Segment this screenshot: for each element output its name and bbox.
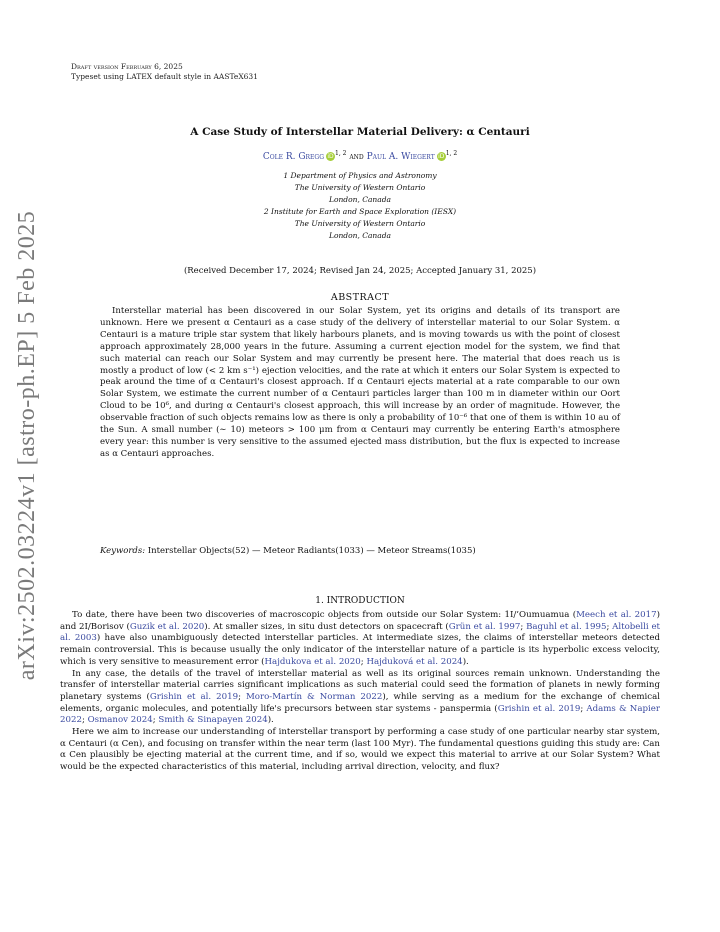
paper-title: A Case Study of Interstellar Material Delivery: α Centauri	[190, 126, 530, 138]
author-list	[0, 150, 720, 162]
arxiv-identifier: arXiv:2502.03224v1 [astro-ph.EP] 5 Feb 2025	[14, 210, 41, 680]
citation-link[interactable]: Moro-Martín & Norman 2022	[245, 691, 383, 702]
citation-link[interactable]: Baguhl et al. 1995	[526, 621, 607, 632]
author-affiliation-marker: 1, 2	[335, 150, 347, 157]
citation-link[interactable]: Smith & Sinapayen 2024	[158, 715, 268, 726]
author-name[interactable]: Paul A. Wiegert	[366, 152, 435, 162]
citation-link[interactable]: Grishin et al. 2019	[149, 691, 239, 702]
affiliation-line: The University of Western Ontario	[294, 219, 426, 228]
affiliation-line: 2 Institute for Earth and Space Exploration (IESX)	[263, 207, 457, 216]
introduction-body	[60, 610, 660, 774]
preprint-header	[71, 62, 258, 82]
citation-link[interactable]: Meech et al. 2017	[576, 610, 657, 620]
draft-version: Draft version February 6, 2025	[71, 62, 183, 71]
paragraph: Here we aim to increase our understanding of interstellar transport by performing a case study of one particular nearby star system, α Centauri (α Cen), and focusing on transfer within the near term (last 100 Myr). The fundamental questions guiding this study are: Can α Cen plausibly be ejecting material at the current time, and if so, would we expect this material to arrive at our Solar System? What would be the expected characteristics of this material, including arrival direction, velocity, and flux?	[60, 727, 660, 773]
paragraph: In any case, the details of the travel of interstellar material as well as its original sources remain unknown. Understanding the transfer of interstellar material carries significant implications as such material could seed the formation of planets in newly forming planetary systems (Grishin et al. 2019; Moro-Martín & Norman 2022), while serving as a medium for the exchange of chemical elements, organic molecules, and potentially life's precursors between star systems - panspermia (Grishin et al. 2019; Adams & Napier 2022; Osmanov 2024; Smith & Sinapayen 2024).	[60, 668, 660, 726]
orcid-icon[interactable]: iD	[438, 153, 445, 160]
keywords-list: Interstellar Objects(52) — Meteor Radiants(1033) — Meteor Streams(1035)	[147, 546, 476, 556]
abstract-text: Interstellar material has been discovered in our Solar System, yet its origins and details of its transport are unknown. Here we present α Centauri as a case study of the delivery of interstellar material to our Solar System. α Centauri is a mature triple star system that likely harbours planets, and is moving towards us with the point of closest approach approximately 28,000 years in the future. Assuming a current ejection model for the system, we find that such material can reach our Solar System and may currently be present here. The material that does reach us is mostly a product of low (< 2 km s⁻¹) ejection velocities, and the rate at which it enters our Solar System is expected to peak around the time of α Centauri's closest approach. If α Centauri ejects material at a rate comparable to our own Solar System, we estimate the current number of α Centauri particles larger than 100 m in diameter within our Oort Cloud to be 10⁶, and during α Centauri's closest approach, this will increase by an order of magnitude. However, the observable fraction of such objects remains low as there is only a probability of 10⁻⁶ that one of them is within 10 au of the Sun. A small number (∼ 10) meteors > 100 μm from α Centauri may currently be entering Earth's atmosphere every year: this number is very sensitive to the assumed ejected mass distribution, but the flux is expected to increase as α Centauri approaches.	[100, 306, 620, 459]
affiliation-line: London, Canada	[328, 195, 392, 204]
affiliation-line: London, Canada	[328, 231, 392, 240]
citation-link[interactable]: Altobelli et al. 2003	[60, 621, 661, 644]
orcid-icon[interactable]: iD	[327, 153, 334, 160]
author-conjunction: and	[349, 152, 364, 162]
keywords-label: Keywords:	[100, 546, 146, 556]
author-affiliation-marker: 1, 2	[445, 150, 458, 157]
citation-link[interactable]: Guzik et al. 2020	[129, 621, 205, 632]
paragraph: To date, there have been two discoveries of macroscopic objects from outside our Solar System: 1I/’Oumuamua (Meech et al. 2017) and 2I/Borisov (Guzik et al. 2020). At smaller sizes, in situ dust detectors on spacecraft (Grün et al. 1997; Baguhl et al. 1995; Altobelli et al. 2003) have also unambiguously detected interstellar particles. At intermediate sizes, the claims of interstellar meteors detected remain controversial. This is because usually the only indicator of the interstellar nature of a particle is its hyperbolic excess velocity, which is very sensitive to measurement error (Hajdukova et al. 2020; Hajduková et al. 2024).	[60, 610, 661, 667]
affiliation-line: The University of Western Ontario	[294, 183, 426, 192]
section-heading-introduction: 1. INTRODUCTION	[315, 596, 405, 606]
citation-link[interactable]: Hajduková et al. 2024	[366, 656, 463, 667]
citation-link[interactable]: Hajdukova et al. 2020	[264, 656, 361, 667]
affiliation-line: 1 Department of Physics and Astronomy	[283, 171, 437, 180]
citation-link[interactable]: Osmanov 2024	[87, 715, 153, 726]
citation-link[interactable]: Grün et al. 1997	[448, 621, 521, 632]
citation-link[interactable]: Adams & Napier 2022	[60, 703, 660, 726]
received-dates: (Received December 17, 2024; Revised Jan 24, 2025; Accepted January 31, 2025)	[183, 266, 537, 276]
keywords	[100, 546, 620, 556]
abstract-heading: ABSTRACT	[330, 292, 390, 303]
author-name[interactable]: Cole R. Gregg	[262, 152, 325, 162]
typeset-note: Typeset using LATEX default style in AASTeX631	[71, 72, 258, 81]
affiliations	[0, 170, 720, 242]
citation-link[interactable]: Grishin et al. 2019	[497, 703, 581, 714]
